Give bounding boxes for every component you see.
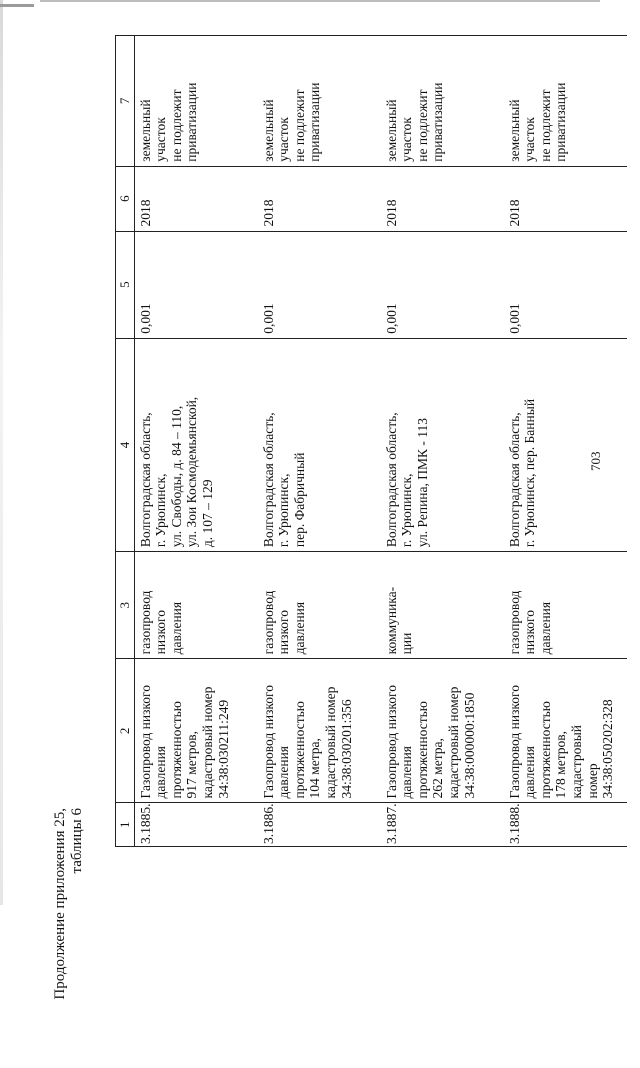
object-year: 2018 [381,166,504,231]
object-name: Газопровод низкого давления протяженностью 262 метра, кадастровый номер 34:38:000000:1850 [381,659,504,803]
object-note: земельный участок не подлежит приватизации [381,36,504,167]
column-number: 1 [116,803,135,847]
object-address: Волгоградская область, г. Урюпинск, ул. Репина, ПМК - 113 [381,338,504,551]
column-number: 3 [116,552,135,659]
row-number: 3.1886. [258,803,381,847]
object-type: газопровод низкого давления [258,552,381,659]
object-type: коммуника- ции [381,552,504,659]
object-name: Газопровод низкого давления протяженностью 104 метра, кадастровый номер 34:38:030201:356 [258,659,381,803]
table-row [381,36,504,847]
appendix-caption: Продолжение приложения 25, таблицы 6 [52,808,85,1000]
object-year: 2018 [258,166,381,231]
object-value: 0,001 [504,231,627,338]
column-number: 6 [116,166,135,231]
object-year: 2018 [134,166,258,231]
row-number: 3.1885. [134,803,258,847]
column-number: 5 [116,231,135,338]
table-row [504,36,627,847]
table-row [134,36,258,847]
object-name: Газопровод низкого давления протяженностью 917 метров, кадастровый номер 34:38:030211:249 [134,659,258,803]
column-number: 7 [116,36,135,167]
object-type: газопровод низкого давления [504,552,627,659]
row-number: 3.1888. [504,803,627,847]
column-number: 4 [116,338,135,551]
table-row [258,36,381,847]
property-table [115,35,627,847]
object-value: 0,001 [258,231,381,338]
page-number: 703 [588,451,603,471]
table-header-row [116,36,135,847]
object-address: Волгоградская область, г. Урюпинск, ул. Свободы, д. 84 – 110, ул. Зои Космодемьянской, д. 107 – 129 [134,338,258,551]
row-number: 3.1887. [381,803,504,847]
object-value: 0,001 [134,231,258,338]
object-note: земельный участок не подлежит приватизации [134,36,258,167]
object-name: Газопровод низкого давления протяженностью 178 метров, кадастровый номер 34:38:050202:328 [504,659,627,803]
object-year: 2018 [504,166,627,231]
object-type: газопровод низкого давления [134,552,258,659]
object-note: земельный участок не подлежит приватизации [504,36,627,167]
object-value: 0,001 [381,231,504,338]
object-address: Волгоградская область, г. Урюпинск, пер. Фабричный [258,338,381,551]
object-note: земельный участок не подлежит приватизации [258,36,381,167]
object-address: Волгоградская область, г. Урюпинск, пер. Банный [504,338,627,551]
column-number: 2 [116,659,135,803]
